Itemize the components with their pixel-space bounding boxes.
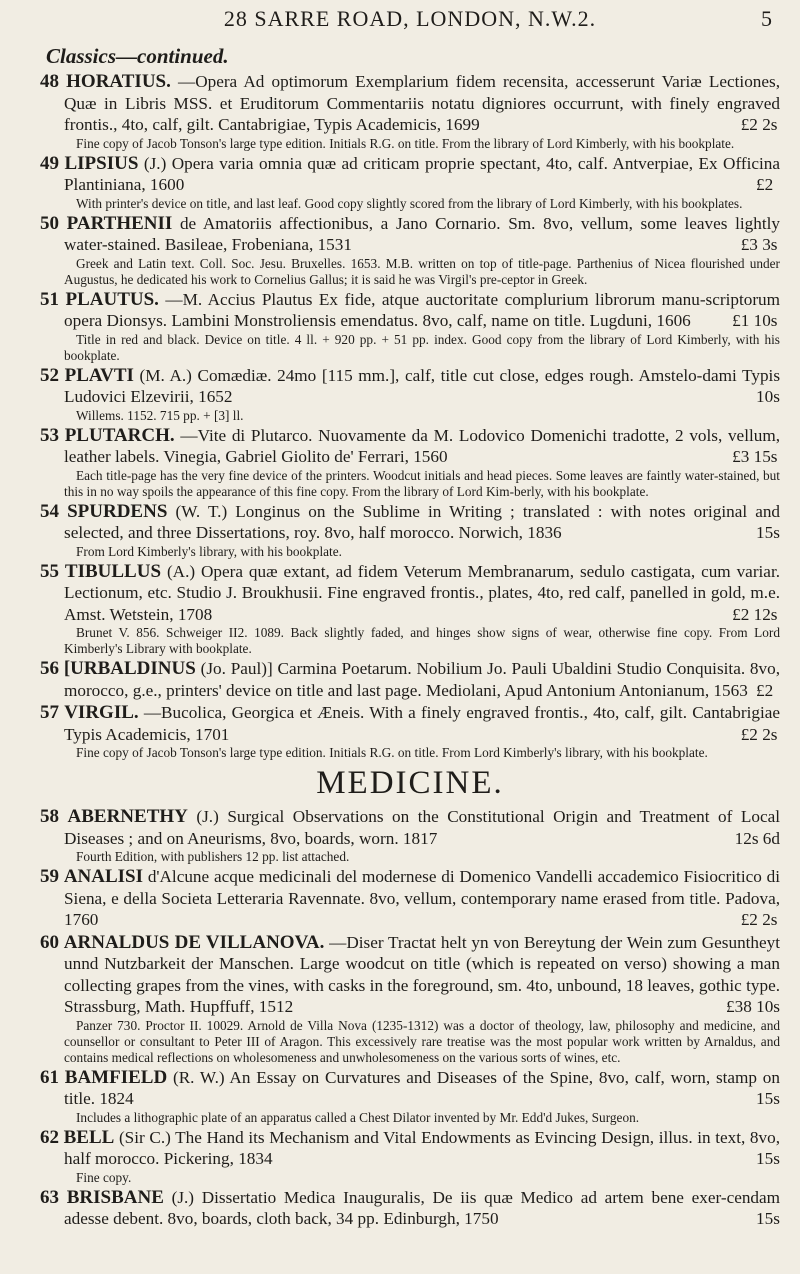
- catalogue-entry: [40, 702, 780, 761]
- entry-text: de Amatoriis affectionibus, a Jano Cornario. Sm. 8vo, vellum, some leaves lightly water-stained. Basileae, Frobeniana, 1531: [64, 213, 780, 254]
- entry-note: Fourth Edition, with publishers 12 pp. list attached.: [76, 849, 350, 864]
- section-heading-medicine: MEDICINE.: [316, 765, 504, 801]
- entry-note: From Lord Kimberly's library, with his bookplate.: [76, 543, 342, 559]
- entry-description: 49 LIPSIUS (J.) Opera varia omnia quæ ad criticam proprie spectant, 4to, calf. Antverpiae, Ex Officina Plantiniana, 1600 £2: [40, 152, 781, 194]
- catalogue-entry: [40, 71, 780, 152]
- entry-text: —Vite di Plutarco. Nuovamente da M. Lodovico Domenichi tradotte, 2 vols, vellum, leather labels. Vinegia, Gabriel Giolito de' Ferrari, 1560: [64, 425, 780, 466]
- entry-number: 60: [40, 931, 59, 953]
- catalogue-entry: [40, 153, 780, 212]
- entry-author: [URBALDINUS: [63, 658, 196, 679]
- entry-description: [40, 932, 780, 1018]
- entry-author: VIRGIL.: [64, 702, 139, 723]
- entry-note: Panzer 730. Proctor II. 10029. Arnold de Villa Nova (1235-1312) was a doctor of theology, law, philosophy and medicine, and counsellor or consultant to Peter III of Aragon. This excessively rare treatise was the most popular work written by Arnaldus, and contains medical reflections on wholesomeness and unwholesomeness on the various sorts of wines, etc.: [64, 1017, 780, 1065]
- entry-text: —Bucolica, Georgica et Æneis. With a finely engraved frontis., 4to, calf, gilt. Cantabrigiae Typis Academicis, 1701: [64, 703, 781, 744]
- entry-author: ABERNETHY: [67, 806, 188, 827]
- entry-note: Fine copy of Jacob Tonson's large type edition. Initials R.G. on title. From Lord Kimberly's library, with his bookplate.: [76, 745, 708, 760]
- section-heading-classics: Classics—continued.: [46, 44, 229, 68]
- entry-description: 54 SPURDENS (W. T.) Longinus on the Sublime in Writing ; translated : with notes original and selected, and three Dissertations, roy. 8vo, half morocco. Norwich, 1836 15s: [40, 500, 781, 542]
- entry-text: (J.) Dissertatio Medica Inauguralis, De iis quæ Medico ad artem bene exer-cendam adesse debent. 8vo, boards, cloth back, 34 pp. Edinburgh, 1750: [64, 1187, 781, 1228]
- entry-text: —Diser Tractat helt yn von Bereytung der Wein zum Gesuntheyt unnd Nutzbarkeit der Manschen. Large woodcut on title (which is repeated on verso) showing a man collecting grapes from the vines, with casks in the foreground, sm. 4to, unbound, 18 leaves, gothic type. Strassburg, Math. Hupffuff, 1512: [64, 932, 781, 1016]
- entry-note: Title in red and black. Device on title. 4 ll. + 920 pp. + 51 pp. index. Good copy from the library of Lord Kimberly, with his bookplate.: [64, 331, 780, 363]
- entry-number: 51: [40, 288, 59, 310]
- catalogue-entry: [40, 1127, 780, 1186]
- entry-description: [40, 702, 780, 745]
- entry-description: 52 PLAVTI (M. A.) Comædiæ. 24mo [115 mm.], calf, title cut close, edges rough. Amstelo-dami Typis Ludovici Elzevirii, 1652 10s: [40, 364, 781, 406]
- entry-note: Fine copy.: [76, 1169, 132, 1185]
- catalogue-entry: [40, 365, 780, 424]
- entry-text: —M. Accius Plautus Ex fide, atque auctoritate complurium librorum manu-scriptorum opera Dionsys. Lambini Monstroliensis emendatus. 8vo, calf, name on title. Lugduni, 1606: [64, 289, 781, 330]
- entry-description: 63 BRISBANE (J.) Dissertatio Medica Inauguralis, De iis quæ Medico ad artem bene exer-cendam adesse debent. 8vo, boards, cloth back, 34 pp. Edinburgh, 1750 15s: [40, 1186, 781, 1228]
- entry-description: [40, 425, 780, 468]
- entry-note: Fine copy of Jacob Tonson's large type edition. Initials R.G. on title. From the library of Lord Kimberly, with his bookplate.: [76, 135, 735, 151]
- entry-text: (A.) Opera quæ extant, ad fidem Veterum Membranarum, sedulo castigata, cum variar. Lectionum, etc. Studio J. Broukhusii. Fine engraved frontis., plates, 4to, red calf, panelled in gold, m.e. Amst. Wetstein, 1708: [64, 561, 781, 624]
- entry-number: 62: [40, 1126, 59, 1148]
- entry-description: [40, 289, 780, 332]
- entry-author: ANALISI: [63, 866, 144, 887]
- entry-price: £2 2s: [740, 724, 778, 744]
- entry-author: BELL: [63, 1126, 115, 1148]
- entry-number: 54: [40, 500, 59, 522]
- entry-author: PLAUTUS.: [65, 288, 159, 310]
- entry-number: 61: [40, 1066, 59, 1088]
- catalogue-entry: [40, 213, 780, 288]
- entry-number: 50: [40, 212, 59, 234]
- entry-description: [40, 213, 780, 256]
- entry-author: LIPSIUS: [64, 152, 139, 174]
- catalogue-entry: [40, 425, 780, 500]
- catalogue-entry: [40, 806, 780, 865]
- entry-number: 48: [40, 71, 59, 92]
- entry-author: SPURDENS: [67, 500, 168, 522]
- entry-description: [40, 561, 780, 626]
- entry-description: [40, 806, 780, 849]
- catalogue-entry: [40, 932, 780, 1066]
- entry-number: 55: [40, 560, 59, 582]
- entry-number: 57: [40, 702, 59, 723]
- entry-number: 56: [40, 658, 59, 679]
- entry-number: 53: [40, 424, 59, 446]
- entry-number: 49: [40, 152, 59, 174]
- entry-text: (J.) Opera varia omnia quæ ad criticam proprie spectant, 4to, calf. Antverpiae, Ex Officina Plantiniana, 1600: [64, 153, 781, 194]
- entry-price: £3 15s: [732, 447, 778, 466]
- entry-author: ARNALDUS DE VILLANOVA.: [63, 931, 325, 953]
- entry-price: £38 10s: [726, 997, 780, 1016]
- catalogue-entry: [40, 1067, 780, 1126]
- entry-number: 59: [40, 866, 59, 887]
- running-head: [40, 0, 780, 34]
- entry-note: With printer's device on title, and last leaf. Good copy slightly scored from the library of Lord Kimberly, with his bookplates.: [76, 195, 743, 211]
- entry-text: —Opera Ad optimorum Exemplarium fidem recensita, accesserunt Variæ Lectiones, Quæ in Libris MSS. et Eruditorum Commentariis notatu digniores occurrunt, with finely engraved frontis., 4to, calf, gilt. Cantabrigiae, Typis Academicis, 1699: [64, 72, 780, 134]
- entry-text: (R. W.) An Essay on Curvatures and Diseases of the Spine, 8vo, calf, worn, stamp on title. 1824: [64, 1067, 780, 1108]
- entry-description: [40, 866, 780, 931]
- entry-price: £2 2s: [740, 910, 778, 929]
- entry-note: Includes a lithographic plate of an apparatus called a Chest Dilator invented by Mr. Edd'd Jukes, Surgeon.: [76, 1109, 640, 1125]
- catalogue-entry: [40, 866, 780, 931]
- entry-author: BRISBANE: [66, 1186, 164, 1208]
- entry-author: TIBULLUS: [64, 560, 162, 582]
- entry-author: PARTHENII: [66, 212, 173, 234]
- running-title: 28 SARRE ROAD, LONDON, N.W.2.: [223, 6, 597, 31]
- entry-text: (W. T.) Longinus on the Sublime in Writing ; translated : with notes original and selected, and three Dissertations, roy. 8vo, half morocco. Norwich, 1836: [64, 501, 781, 542]
- entry-text: (Sir C.) The Hand its Mechanism and Vital Endowments as Evincing Design, illus. in text, 8vo, half morocco. Pickering, 1834: [64, 1127, 781, 1168]
- catalogue-entry: [40, 561, 780, 658]
- catalogue-entry: [40, 289, 780, 364]
- entry-description: 62 BELL (Sir C.) The Hand its Mechanism and Vital Endowments as Evincing Design, illus. in text, 8vo, half morocco. Pickering, 1834 15s: [40, 1126, 781, 1168]
- entry-description: 61 BAMFIELD (R. W.) An Essay on Curvatures and Diseases of the Spine, 8vo, calf, worn, stamp on title. 1824 15s: [40, 1066, 780, 1108]
- catalogue-entry: [40, 501, 780, 560]
- classics-list: [40, 71, 780, 761]
- entry-text: (M. A.) Comædiæ. 24mo [115 mm.], calf, title cut close, edges rough. Amstelo-dami Typis Ludovici Elzevirii, 1652: [64, 365, 781, 406]
- entry-note: Greek and Latin text. Coll. Soc. Jesu. Bruxelles. 1653. M.B. written on top of title-page. Parthenius of Nicea flourished under Augustus, he dedicated his work to Cornelius Gallus; it is said he was Virgil's pre-ceptor in Greek.: [64, 255, 780, 287]
- entry-author: PLUTARCH.: [64, 424, 175, 446]
- entry-note: Willems. 1152. 715 pp. + [3] ll.: [76, 407, 244, 423]
- entry-author: BAMFIELD: [64, 1066, 168, 1088]
- entry-text: d'Alcune acque medicinali del modernese di Domenico Vandelli accademico Fisiocritico di Siena, e della Societa Letteraria Ravennate. 8vo, vellum, contemporary name erased from title. Padova, 1760: [64, 867, 780, 929]
- entry-price: 12s 6d: [734, 828, 780, 848]
- entry-price: £2 2s: [740, 115, 778, 134]
- page-number: 5: [761, 6, 772, 31]
- entry-price: £1 10s: [732, 311, 778, 330]
- entry-description: 56 [URBALDINUS (Jo. Paul)] Carmina Poetarum. Nobilium Jo. Pauli Ubaldini Studio Conquisita. 8vo, morocco, g.e., printers' device on title and last page. Mediolani, Apud Antonium Antonianum, 1563 £2: [40, 658, 781, 700]
- catalogue-entry: [40, 1187, 780, 1230]
- entry-description: [40, 71, 780, 136]
- entry-number: 52: [40, 364, 59, 386]
- catalogue-entry: [40, 658, 780, 701]
- entry-note: Brunet V. 856. Schweiger II2. 1089. Back slightly faded, and hinges show signs of wear, otherwise fine copy. From Lord Kimberly's Library with bookplate.: [64, 625, 780, 656]
- entry-text: (J.) Surgical Observations on the Constitutional Origin and Treatment of Local Diseases ; and on Aneurisms, 8vo, boards, worn. 1817: [64, 807, 781, 848]
- entry-text: (Jo. Paul)] Carmina Poetarum. Nobilium Jo. Pauli Ubaldini Studio Conquisita. 8vo, morocco, g.e., printers' device on title and last page. Mediolani, Apud Antonium Antonianum, 1563: [64, 659, 781, 700]
- entry-author: PLAVTI: [64, 364, 134, 386]
- entry-number: 63: [40, 1186, 59, 1208]
- entry-author: HORATIUS.: [66, 71, 171, 92]
- entry-number: 58: [40, 806, 59, 827]
- entry-price: £3 3s: [740, 235, 778, 254]
- entry-note: Each title-page has the very fine device of the printers. Woodcut initials and head pieces. Some leaves are faintly water-stained, but this in no way spoils the appearance of this fine copy. From the library of Lord Kim-berly, with his bookplate.: [64, 467, 780, 499]
- entry-price: £2 12s: [732, 604, 778, 624]
- medicine-list: [40, 806, 780, 1230]
